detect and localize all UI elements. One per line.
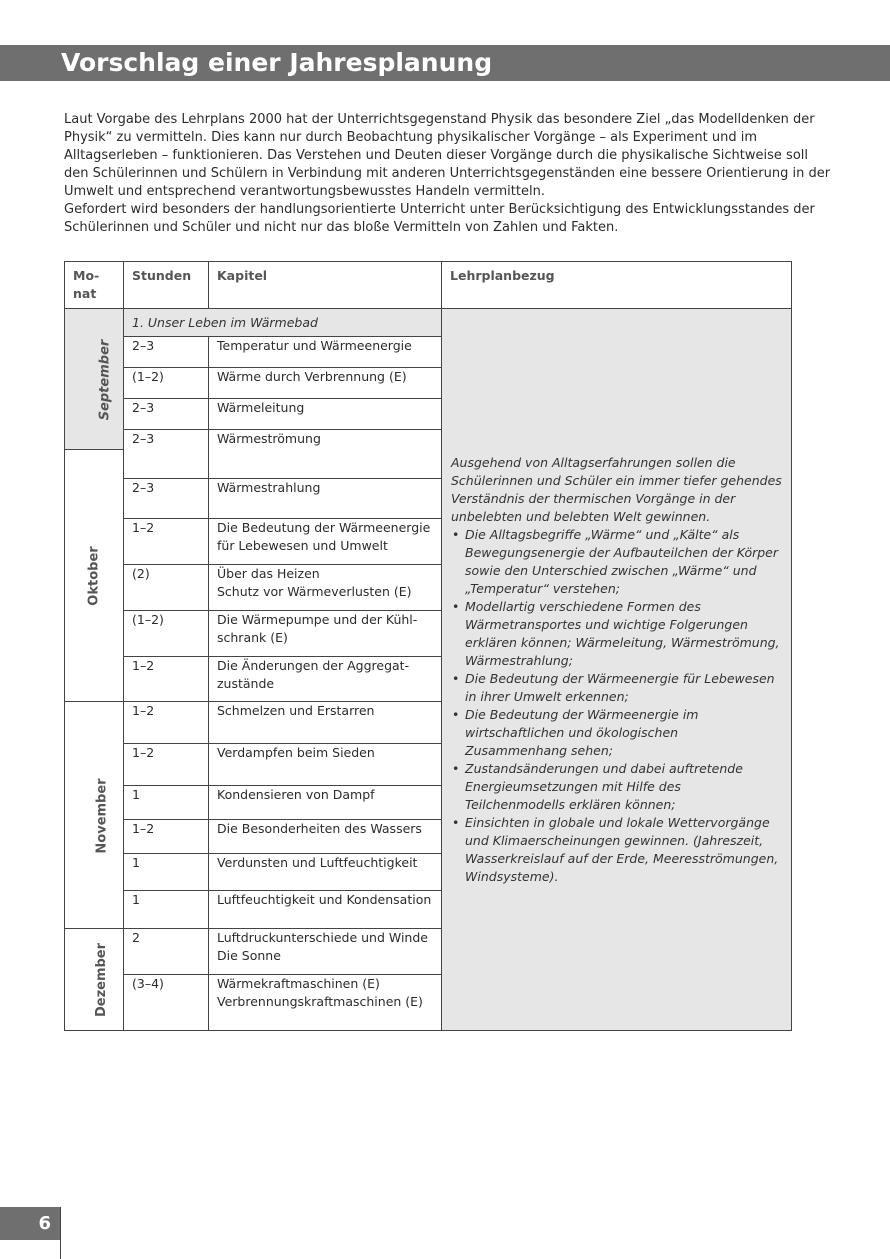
kapitel-cell: Schmelzen und Erstarren <box>209 702 442 744</box>
stunden-cell: 1 <box>124 786 209 820</box>
month-label: November <box>94 777 110 854</box>
stunden-cell: (1–2) <box>124 611 209 657</box>
kapitel-cell: Die Wärmepumpe und der Kühl- schrank (E) <box>209 611 442 657</box>
month-oktober <box>65 450 124 702</box>
month-label: Dezember <box>94 942 110 1018</box>
header-lehrplanbezug: Lehrplanbezug <box>442 262 792 309</box>
stunden-cell: 1 <box>124 854 209 891</box>
stunden-cell: 2–3 <box>124 430 209 479</box>
table-header-row <box>65 262 792 309</box>
stunden-cell: 2–3 <box>124 337 209 368</box>
kapitel-cell: Verdunsten und Luftfeuchtigkeit <box>209 854 442 891</box>
list-item: • Die Alltagsbegriffe „Wärme“ und „Kälte“ als Bewegungsenergie der Aufbauteilchen der Körper sowie den Unterschied zwischen „Wärme“ und „Temperatur“ verstehen; <box>465 526 783 598</box>
page-title: Vorschlag einer Jahresplanung <box>0 45 890 81</box>
kapitel-cell: Über das Heizen Schutz vor Wärmeverlusten (E) <box>209 565 442 611</box>
list-item: • Einsichten in globale und lokale Wettervorgänge und Klimaerscheinungen gewinnen. (Jahreszeit, Wasserkreislauf auf der Erde, Meeresströmungen, Windsysteme). <box>465 814 783 886</box>
kapitel-cell: Verdampfen beim Sieden <box>209 744 442 786</box>
month-label: Oktober <box>86 546 102 606</box>
kapitel-cell: Wärmekraftmaschinen (E) Verbrennungskraftmaschinen (E) <box>209 975 442 1031</box>
header-monat: Mo- nat <box>65 262 124 309</box>
stunden-cell: (1–2) <box>124 368 209 399</box>
header-stunden: Stunden <box>124 262 209 309</box>
lehrplanbezug-cell <box>442 309 792 1031</box>
kapitel-cell: Die Besonderheiten des Wassers <box>209 820 442 854</box>
kapitel-cell: Wärme durch Verbrennung (E) <box>209 368 442 399</box>
kapitel-cell: Wärmestrahlung <box>209 479 442 519</box>
stunden-cell: 1–2 <box>124 820 209 854</box>
stunden-cell: 2 <box>124 929 209 975</box>
kapitel-cell: Luftfeuchtigkeit und Kondensation <box>209 891 442 929</box>
stunden-cell: (2) <box>124 565 209 611</box>
chapter-row <box>65 309 792 337</box>
list-item: • Die Bedeutung der Wärmeenergie im wirtschaftlichen und ökologischen Zusammenhang sehen; <box>465 706 783 760</box>
page-divider <box>60 1207 61 1259</box>
kapitel-cell: Kondensieren von Dampf <box>209 786 442 820</box>
intro-paragraph: Gefordert wird besonders der handlungsorientierte Unterricht unter Berücksichtigung des Entwicklungsstandes der Schülerinnen und Schüler und nicht nur das bloße Vermitteln von Zahlen und Fakten. <box>64 202 815 235</box>
kapitel-cell: Wärmeleitung <box>209 399 442 430</box>
list-item: • Die Bedeutung der Wärmeenergie für Lebewesen in ihrer Umwelt erkennen; <box>465 670 783 706</box>
month-dezember <box>65 929 124 1031</box>
list-item: • Modellartig verschiedene Formen des Wärmetransportes und wichtige Folgerungen erklären können; Wärmeleitung, Wärmeströmung, Wärmestrahlung; <box>465 598 783 670</box>
kapitel-cell: Die Bedeutung der Wärmeenergie für Lebewesen und Umwelt <box>209 519 442 565</box>
stunden-cell: 2–3 <box>124 479 209 519</box>
list-item: • Zustandsänderungen und dabei auftretende Energieumsetzungen mit Hilfe des Teilchenmodells erklären können; <box>465 760 783 814</box>
kapitel-cell: Luftdruckunterschiede und Winde Die Sonne <box>209 929 442 975</box>
stunden-cell: 2–3 <box>124 399 209 430</box>
chapter-title: 1. Unser Leben im Wärmebad <box>124 309 442 337</box>
intro-text <box>64 111 834 237</box>
stunden-cell: 1–2 <box>124 657 209 702</box>
stunden-cell: 1–2 <box>124 702 209 744</box>
page-number: 6 <box>0 1207 60 1240</box>
year-plan-table <box>64 261 792 1031</box>
kapitel-cell: Die Änderungen der Aggregat- zustände <box>209 657 442 702</box>
lehrplan-list <box>451 526 783 886</box>
month-label: September <box>97 339 113 420</box>
kapitel-cell: Temperatur und Wärmeenergie <box>209 337 442 368</box>
month-november <box>65 702 124 929</box>
lehrplan-intro: Ausgehend von Alltagserfahrungen sollen die Schülerinnen und Schüler ein immer tiefer gehendes Verständnis der thermischen Vorgänge in der unbelebten und belebten Welt gewinnen. <box>451 454 782 524</box>
stunden-cell: 1 <box>124 891 209 929</box>
stunden-cell: 1–2 <box>124 519 209 565</box>
month-september <box>65 309 124 450</box>
intro-paragraph: Laut Vorgabe des Lehrplans 2000 hat der Unterrichtsgegenstand Physik das besondere Ziel „das Modelldenken der Physik“ zu vermitteln. Dies kann nur durch Beobachtung physikalischer Vorgänge – als Experiment und im Alltagserleben – funktionieren. Das Verstehen und Deuten dieser Vorgänge durch die physikalische Sichtweise soll den Schülerinnen und Schülern in Verbindung mit anderen Unterrichtsgegenständen eine bessere Orientierung in der Umwelt und entsprechend verantwortungsbewusstes Handeln vermitteln. <box>64 112 831 199</box>
stunden-cell: (3–4) <box>124 975 209 1031</box>
stunden-cell: 1–2 <box>124 744 209 786</box>
kapitel-cell: Wärmeströmung <box>209 430 442 479</box>
header-kapitel: Kapitel <box>209 262 442 309</box>
